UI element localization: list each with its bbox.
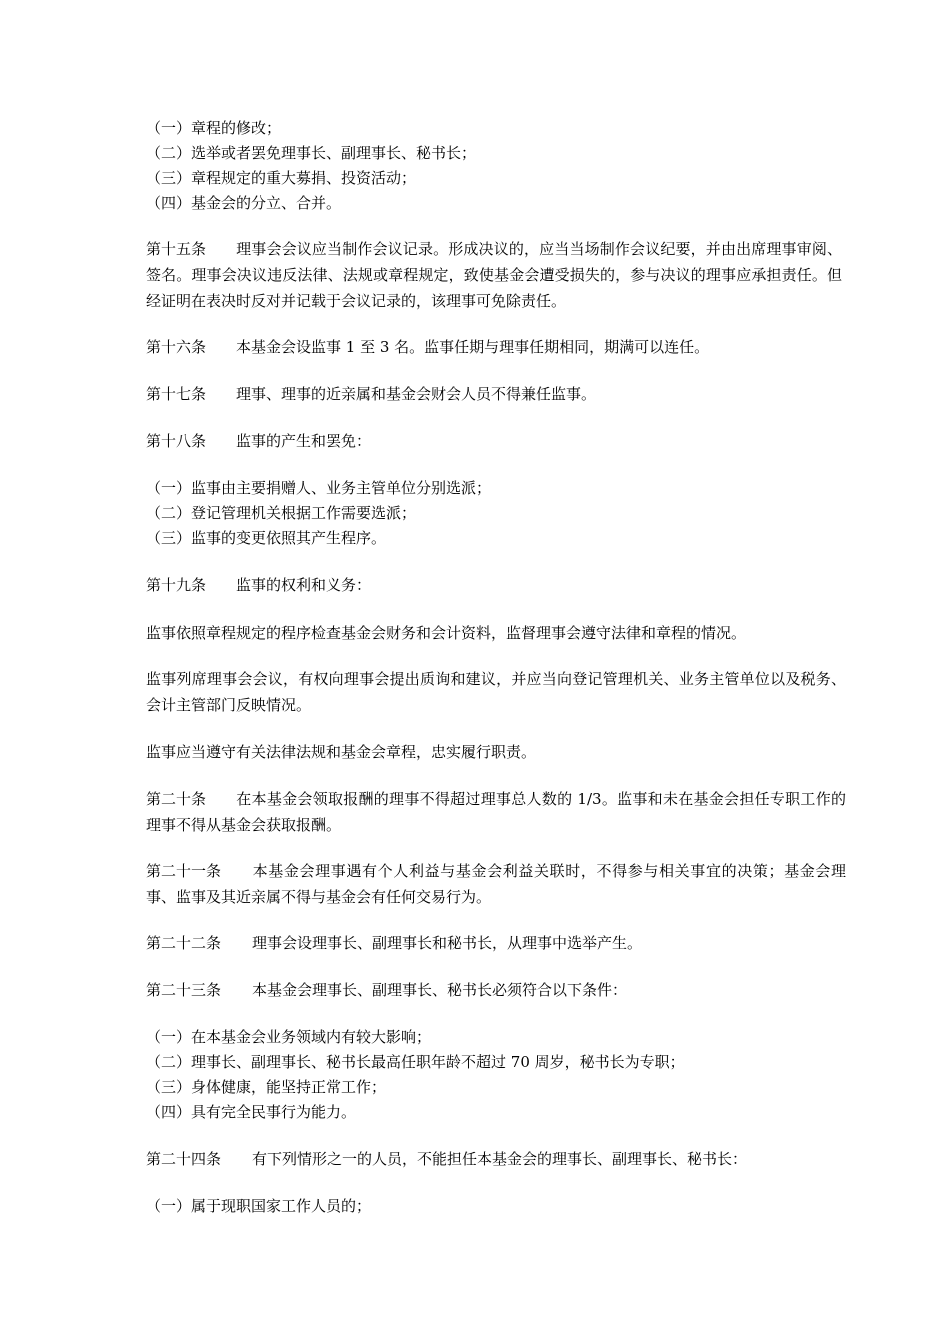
article-heading: 第十七条 <box>146 385 207 403</box>
paragraph: 监事列席理事会会议，有权向理事会提出质询和建议，并应当向登记管理机关、业务主管单位以及税务、会计主管部门反映情况。 <box>146 670 846 714</box>
article-body: 监事的权利和义务： <box>236 576 372 594</box>
article-heading: 第二十一条 <box>146 862 222 880</box>
paragraph: 监事依照章程规定的程序检查基金会财务和会计资料，监督理事会遵守法律和章程的情况。 <box>146 624 747 642</box>
article-21 <box>146 858 846 910</box>
list-item: （三）章程规定的重大募捐、投资活动； <box>146 169 417 187</box>
article-body: 理事会会议应当制作会议记录。形成决议的，应当当场制作会议纪要，并由出席理事审阅、签名。理事会决议违反法律、法规或章程规定，致使基金会遭受损失的，参与决议的理事应承担责任。但经证明在表决时反对并记载于会议记录的，该理事可免除责任。 <box>146 240 842 310</box>
article-17 <box>146 381 846 407</box>
list-item: （四）基金会的分立、合并。 <box>146 194 342 212</box>
list-item: （二）登记管理机关根据工作需要选派； <box>146 504 417 522</box>
article-heading: 第十六条 <box>146 338 207 356</box>
article-body: 在本基金会领取报酬的理事不得超过理事总人数的 1/3。监事和未在基金会担任专职工作的理事不得从基金会获取报酬。 <box>146 790 846 834</box>
article-heading: 第二十二条 <box>146 934 222 952</box>
article-20 <box>146 786 846 838</box>
article-body: 本基金会理事长、副理事长、秘书长必须符合以下条件： <box>252 981 628 999</box>
list-item: （二）选举或者罢免理事长、副理事长、秘书长； <box>146 144 477 162</box>
article-23 <box>146 977 846 1003</box>
list-item: （一）在本基金会业务领域内有较大影响； <box>146 1028 432 1046</box>
list-item: （一）属于现职国家工作人员的； <box>146 1197 372 1215</box>
list-item: （三）身体健康，能坚持正常工作； <box>146 1078 387 1096</box>
article-15 <box>146 236 842 314</box>
article-22 <box>146 930 846 956</box>
article-body: 本基金会设监事 1 至 3 名。监事任期与理事任期相同，期满可以连任。 <box>236 338 710 356</box>
article-heading: 第二十四条 <box>146 1150 222 1168</box>
list-item: （一）监事由主要捐赠人、业务主管单位分别选派； <box>146 479 492 497</box>
paragraph: 监事应当遵守有关法律法规和基金会章程，忠实履行职责。 <box>146 743 537 761</box>
article-heading: 第十九条 <box>146 576 207 594</box>
list-item: （二）理事长、副理事长、秘书长最高任职年龄不超过 70 周岁，秘书长为专职； <box>146 1053 685 1071</box>
article-24 <box>146 1146 846 1172</box>
article-heading: 第二十三条 <box>146 981 222 999</box>
article-heading: 第二十条 <box>146 790 207 808</box>
article-body: 理事会设理事长、副理事长和秘书长，从理事中选举产生。 <box>252 934 643 952</box>
list-item: （四）具有完全民事行为能力。 <box>146 1103 357 1121</box>
article-body: 有下列情形之一的人员，不能担任本基金会的理事长、副理事长、秘书长： <box>252 1150 748 1168</box>
article-body: 本基金会理事遇有个人利益与基金会利益关联时，不得参与相关事宜的决策；基金会理事、监事及其近亲属不得与基金会有任何交易行为。 <box>146 862 846 906</box>
article-body: 监事的产生和罢免： <box>236 432 372 450</box>
list-item: （三）监事的变更依照其产生程序。 <box>146 529 387 547</box>
article-heading: 第十五条 <box>146 240 207 258</box>
article-body: 理事、理事的近亲属和基金会财会人员不得兼任监事。 <box>236 385 597 403</box>
article-19 <box>146 572 846 598</box>
article-18 <box>146 428 846 454</box>
article-heading: 第十八条 <box>146 432 207 450</box>
article-16 <box>146 334 846 360</box>
list-item: （一）章程的修改； <box>146 119 282 137</box>
